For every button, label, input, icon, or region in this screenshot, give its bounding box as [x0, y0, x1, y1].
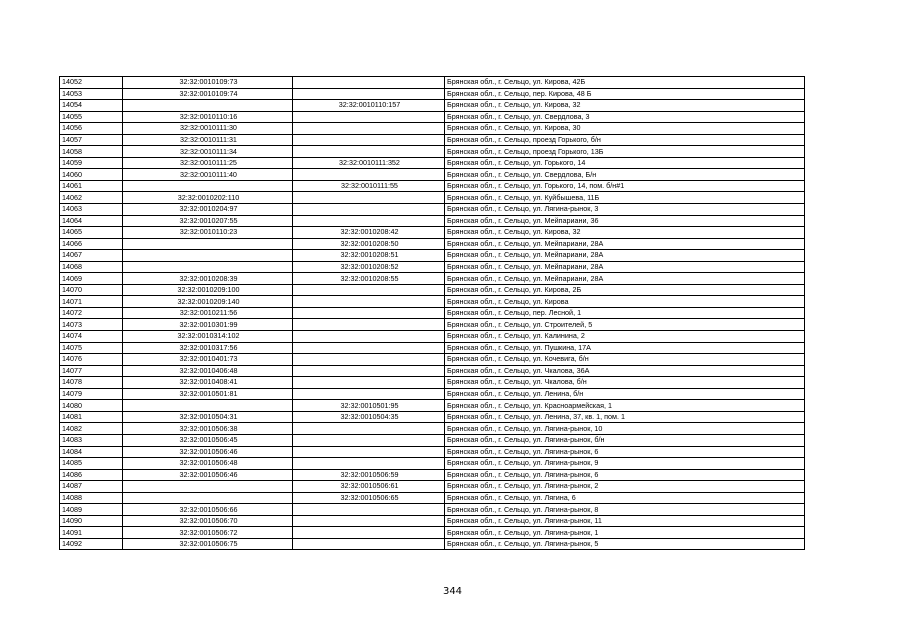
- table-row: [60, 331, 805, 343]
- cadastral-number-cell: 32:32:0010506:75: [123, 538, 293, 550]
- row-number-cell: 14072: [60, 307, 123, 319]
- cadastral-number-cell: 32:32:0010506:46: [123, 469, 293, 481]
- cadastral-number-secondary-cell: [293, 307, 445, 319]
- cadastral-number-secondary-cell: [293, 77, 445, 89]
- table-row: [60, 411, 805, 423]
- cadastral-number-secondary-cell: 32:32:0010504:35: [293, 411, 445, 423]
- cadastral-number-secondary-cell: [293, 88, 445, 100]
- row-number-cell: 14089: [60, 504, 123, 516]
- address-cell: Брянская обл., г. Сельцо, ул. Кирова, 42Б: [445, 77, 805, 89]
- cadastral-number-cell: 32:32:0010401:73: [123, 354, 293, 366]
- page-number: 344: [442, 586, 463, 597]
- row-number-cell: 14080: [60, 400, 123, 412]
- table-row: [60, 169, 805, 181]
- address-cell: Брянская обл., г. Сельцо, ул. Пушкина, 17А: [445, 342, 805, 354]
- address-cell: Брянская обл., г. Сельцо, ул. Строителей, 5: [445, 319, 805, 331]
- cadastral-number-secondary-cell: 32:32:0010208:42: [293, 227, 445, 239]
- cadastral-number-secondary-cell: 32:32:0010208:55: [293, 273, 445, 285]
- row-number-cell: 14065: [60, 227, 123, 239]
- table-row: [60, 250, 805, 262]
- cadastral-number-cell: 32:32:0010111:31: [123, 134, 293, 146]
- address-cell: Брянская обл., г. Сельцо, ул. Ленина, б/н: [445, 388, 805, 400]
- cadastral-number-secondary-cell: [293, 538, 445, 550]
- cadastral-number-secondary-cell: 32:32:0010208:52: [293, 261, 445, 273]
- table-row: [60, 469, 805, 481]
- cadastral-number-secondary-cell: [293, 377, 445, 389]
- table-row: [60, 215, 805, 227]
- cadastral-number-cell: 32:32:0010111:25: [123, 157, 293, 169]
- address-cell: Брянская обл., г. Сельцо, ул. Свердлова, 3: [445, 111, 805, 123]
- address-cell: Брянская обл., г. Сельцо, ул. Горького, 14: [445, 157, 805, 169]
- row-number-cell: 14081: [60, 411, 123, 423]
- row-number-cell: 14084: [60, 446, 123, 458]
- row-number-cell: 14087: [60, 481, 123, 493]
- row-number-cell: 14078: [60, 377, 123, 389]
- table-row: [60, 434, 805, 446]
- address-cell: Брянская обл., г. Сельцо, ул. Горького, 14, пом. б/н#1: [445, 180, 805, 192]
- cadastral-number-cell: 32:32:0010504:31: [123, 411, 293, 423]
- cadastral-number-secondary-cell: [293, 527, 445, 539]
- row-number-cell: 14066: [60, 238, 123, 250]
- cadastral-number-cell: 32:32:0010209:140: [123, 296, 293, 308]
- table-row: [60, 88, 805, 100]
- row-number-cell: 14068: [60, 261, 123, 273]
- cadastral-number-secondary-cell: 32:32:0010506:61: [293, 481, 445, 493]
- address-cell: Брянская обл., г. Сельцо, ул. Кирова: [445, 296, 805, 308]
- row-number-cell: 14082: [60, 423, 123, 435]
- address-cell: Брянская обл., г. Сельцо, ул. Мейпариани, 28А: [445, 250, 805, 262]
- table-row: [60, 157, 805, 169]
- table-row: [60, 261, 805, 273]
- cadastral-number-secondary-cell: [293, 134, 445, 146]
- row-number-cell: 14055: [60, 111, 123, 123]
- table-row: [60, 515, 805, 527]
- address-cell: Брянская обл., г. Сельцо, ул. Лягина-рынок, 10: [445, 423, 805, 435]
- cadastral-number-secondary-cell: 32:32:0010506:65: [293, 492, 445, 504]
- cadastral-number-secondary-cell: [293, 423, 445, 435]
- cadastral-number-cell: 32:32:0010314:102: [123, 331, 293, 343]
- cadastral-number-cell: 32:32:0010209:100: [123, 284, 293, 296]
- row-number-cell: 14091: [60, 527, 123, 539]
- cadastral-number-cell: 32:32:0010408:41: [123, 377, 293, 389]
- address-cell: Брянская обл., г. Сельцо, ул. Чкалова, б/н: [445, 377, 805, 389]
- cadastral-number-secondary-cell: [293, 354, 445, 366]
- row-number-cell: 14053: [60, 88, 123, 100]
- row-number-cell: 14056: [60, 123, 123, 135]
- address-cell: Брянская обл., г. Сельцо, ул. Лягина-рынок, 5: [445, 538, 805, 550]
- table-row: [60, 111, 805, 123]
- address-cell: Брянская обл., г. Сельцо, ул. Лягина-рынок, 11: [445, 515, 805, 527]
- table-row: [60, 192, 805, 204]
- table-row: [60, 238, 805, 250]
- row-number-cell: 14071: [60, 296, 123, 308]
- cadastral-number-secondary-cell: [293, 458, 445, 470]
- row-number-cell: 14090: [60, 515, 123, 527]
- cadastral-number-secondary-cell: [293, 146, 445, 158]
- row-number-cell: 14057: [60, 134, 123, 146]
- address-cell: Брянская обл., г. Сельцо, ул. Лягина-рынок, 6: [445, 469, 805, 481]
- table-row: [60, 204, 805, 216]
- cadastral-number-cell: 32:32:0010110:23: [123, 227, 293, 239]
- table-row: [60, 481, 805, 493]
- cadastral-number-secondary-cell: 32:32:0010506:59: [293, 469, 445, 481]
- cadastral-number-secondary-cell: [293, 446, 445, 458]
- row-number-cell: 14059: [60, 157, 123, 169]
- cadastral-number-cell: 32:32:0010317:56: [123, 342, 293, 354]
- cadastral-number-cell: 32:32:0010506:70: [123, 515, 293, 527]
- cadastral-number-secondary-cell: 32:32:0010110:157: [293, 100, 445, 112]
- cadastral-number-secondary-cell: [293, 123, 445, 135]
- cadastral-number-cell: 32:32:0010111:40: [123, 169, 293, 181]
- row-number-cell: 14052: [60, 77, 123, 89]
- cadastral-number-cell: 32:32:0010501:81: [123, 388, 293, 400]
- cadastral-number-secondary-cell: [293, 331, 445, 343]
- cadastral-number-secondary-cell: 32:32:0010501:95: [293, 400, 445, 412]
- row-number-cell: 14079: [60, 388, 123, 400]
- cadastral-number-secondary-cell: [293, 111, 445, 123]
- address-cell: Брянская обл., г. Сельцо, ул. Калинина, 2: [445, 331, 805, 343]
- cadastral-number-secondary-cell: [293, 504, 445, 516]
- cadastral-number-cell: 32:32:0010204:97: [123, 204, 293, 216]
- address-cell: Брянская обл., г. Сельцо, ул. Куйбышева, 11Б: [445, 192, 805, 204]
- cadastral-number-cell: [123, 261, 293, 273]
- cadastral-number-secondary-cell: [293, 434, 445, 446]
- cadastral-number-secondary-cell: [293, 192, 445, 204]
- table-row: [60, 354, 805, 366]
- cadastral-number-cell: 32:32:0010202:110: [123, 192, 293, 204]
- row-number-cell: 14073: [60, 319, 123, 331]
- cadastral-number-secondary-cell: 32:32:0010111:352: [293, 157, 445, 169]
- table-row: [60, 319, 805, 331]
- cadastral-number-secondary-cell: [293, 296, 445, 308]
- cadastral-number-cell: 32:32:0010301:99: [123, 319, 293, 331]
- address-cell: Брянская обл., г. Сельцо, ул. Свердлова, Б/н: [445, 169, 805, 181]
- row-number-cell: 14064: [60, 215, 123, 227]
- row-number-cell: 14058: [60, 146, 123, 158]
- address-cell: Брянская обл., г. Сельцо, ул. Мейпариани, 28А: [445, 238, 805, 250]
- address-cell: Брянская обл., г. Сельцо, ул. Лягина-рынок, б/н: [445, 434, 805, 446]
- row-number-cell: 14060: [60, 169, 123, 181]
- address-cell: Брянская обл., г. Сельцо, ул. Лягина-рынок, 1: [445, 527, 805, 539]
- row-number-cell: 14063: [60, 204, 123, 216]
- table-row: [60, 423, 805, 435]
- cadastral-number-secondary-cell: [293, 388, 445, 400]
- cadastral-number-cell: 32:32:0010406:48: [123, 365, 293, 377]
- cadastral-number-cell: 32:32:0010506:48: [123, 458, 293, 470]
- table-row: [60, 446, 805, 458]
- address-cell: Брянская обл., г. Сельцо, ул. Кирова, 32: [445, 227, 805, 239]
- address-cell: Брянская обл., г. Сельцо, проезд Горького, 13Б: [445, 146, 805, 158]
- table-row: [60, 284, 805, 296]
- cadastral-number-cell: [123, 100, 293, 112]
- address-cell: Брянская обл., г. Сельцо, ул. Лягина-рынок, 2: [445, 481, 805, 493]
- cadastral-number-secondary-cell: [293, 284, 445, 296]
- table-row: [60, 388, 805, 400]
- row-number-cell: 14076: [60, 354, 123, 366]
- address-cell: Брянская обл., г. Сельцо, ул. Мейпариани, 28А: [445, 273, 805, 285]
- table-row: [60, 342, 805, 354]
- address-cell: Брянская обл., г. Сельцо, ул. Лягина-рынок, 9: [445, 458, 805, 470]
- cadastral-number-cell: 32:32:0010110:16: [123, 111, 293, 123]
- registry-table: [59, 76, 805, 550]
- cadastral-number-cell: 32:32:0010506:45: [123, 434, 293, 446]
- cadastral-number-cell: 32:32:0010111:30: [123, 123, 293, 135]
- cadastral-number-cell: [123, 492, 293, 504]
- cadastral-number-cell: 32:32:0010506:72: [123, 527, 293, 539]
- address-cell: Брянская обл., г. Сельцо, ул. Кирова, 30: [445, 123, 805, 135]
- table-row: [60, 538, 805, 550]
- table-row: [60, 307, 805, 319]
- row-number-cell: 14075: [60, 342, 123, 354]
- cadastral-number-cell: 32:32:0010109:73: [123, 77, 293, 89]
- address-cell: Брянская обл., г. Сельцо, ул. Чкалова, 36А: [445, 365, 805, 377]
- row-number-cell: 14069: [60, 273, 123, 285]
- row-number-cell: 14061: [60, 180, 123, 192]
- table-row: [60, 492, 805, 504]
- cadastral-number-cell: [123, 238, 293, 250]
- table-row: [60, 123, 805, 135]
- cadastral-number-secondary-cell: 32:32:0010111:55: [293, 180, 445, 192]
- row-number-cell: 14070: [60, 284, 123, 296]
- registry-table-body: [60, 77, 805, 550]
- row-number-cell: 14077: [60, 365, 123, 377]
- row-number-cell: 14092: [60, 538, 123, 550]
- cadastral-number-cell: 32:32:0010111:34: [123, 146, 293, 158]
- cadastral-number-secondary-cell: 32:32:0010208:51: [293, 250, 445, 262]
- row-number-cell: 14067: [60, 250, 123, 262]
- table-row: [60, 134, 805, 146]
- address-cell: Брянская обл., г. Сельцо, пер. Кирова, 48 Б: [445, 88, 805, 100]
- table-row: [60, 400, 805, 412]
- cadastral-number-secondary-cell: [293, 169, 445, 181]
- address-cell: Брянская обл., г. Сельцо, ул. Кирова, 32: [445, 100, 805, 112]
- address-cell: Брянская обл., г. Сельцо, проезд Горького, б/н: [445, 134, 805, 146]
- cadastral-number-secondary-cell: [293, 204, 445, 216]
- address-cell: Брянская обл., г. Сельцо, ул. Мейпариани, 36: [445, 215, 805, 227]
- address-cell: Брянская обл., г. Сельцо, ул. Мейпариани, 28А: [445, 261, 805, 273]
- table-row: [60, 77, 805, 89]
- table-row: [60, 100, 805, 112]
- row-number-cell: 14054: [60, 100, 123, 112]
- cadastral-number-cell: 32:32:0010506:66: [123, 504, 293, 516]
- row-number-cell: 14085: [60, 458, 123, 470]
- cadastral-number-secondary-cell: [293, 365, 445, 377]
- cadastral-number-cell: 32:32:0010109:74: [123, 88, 293, 100]
- row-number-cell: 14088: [60, 492, 123, 504]
- row-number-cell: 14062: [60, 192, 123, 204]
- cadastral-number-cell: [123, 481, 293, 493]
- cadastral-number-cell: [123, 250, 293, 262]
- address-cell: Брянская обл., г. Сельцо, ул. Кирова, 2Б: [445, 284, 805, 296]
- address-cell: Брянская обл., г. Сельцо, ул. Ленина, 37, кв. 1, пом. 1: [445, 411, 805, 423]
- cadastral-number-cell: [123, 180, 293, 192]
- row-number-cell: 14083: [60, 434, 123, 446]
- address-cell: Брянская обл., г. Сельцо, ул. Лягина-рынок, 6: [445, 446, 805, 458]
- cadastral-number-secondary-cell: [293, 342, 445, 354]
- cadastral-number-secondary-cell: [293, 319, 445, 331]
- cadastral-number-cell: 32:32:0010208:39: [123, 273, 293, 285]
- table-row: [60, 365, 805, 377]
- cadastral-number-cell: 32:32:0010506:46: [123, 446, 293, 458]
- table-row: [60, 273, 805, 285]
- address-cell: Брянская обл., г. Сельцо, ул. Лягина-рынок, 8: [445, 504, 805, 516]
- address-cell: Брянская обл., г. Сельцо, ул. Кочевига, б/н: [445, 354, 805, 366]
- cadastral-number-cell: [123, 400, 293, 412]
- table-row: [60, 377, 805, 389]
- cadastral-number-secondary-cell: [293, 215, 445, 227]
- table-row: [60, 180, 805, 192]
- row-number-cell: 14086: [60, 469, 123, 481]
- address-cell: Брянская обл., г. Сельцо, ул. Лягина-рынок, 3: [445, 204, 805, 216]
- cadastral-number-cell: 32:32:0010207:55: [123, 215, 293, 227]
- address-cell: Брянская обл., г. Сельцо, ул. Лягина, 6: [445, 492, 805, 504]
- row-number-cell: 14074: [60, 331, 123, 343]
- address-cell: Брянская обл., г. Сельцо, ул. Красноармейская, 1: [445, 400, 805, 412]
- cadastral-number-secondary-cell: [293, 515, 445, 527]
- table-row: [60, 146, 805, 158]
- cadastral-number-cell: 32:32:0010506:38: [123, 423, 293, 435]
- table-row: [60, 227, 805, 239]
- cadastral-number-cell: 32:32:0010211:56: [123, 307, 293, 319]
- table-row: [60, 296, 805, 308]
- address-cell: Брянская обл., г. Сельцо, пер. Лесной, 1: [445, 307, 805, 319]
- table-row: [60, 504, 805, 516]
- table-row: [60, 458, 805, 470]
- cadastral-number-secondary-cell: 32:32:0010208:50: [293, 238, 445, 250]
- table-row: [60, 527, 805, 539]
